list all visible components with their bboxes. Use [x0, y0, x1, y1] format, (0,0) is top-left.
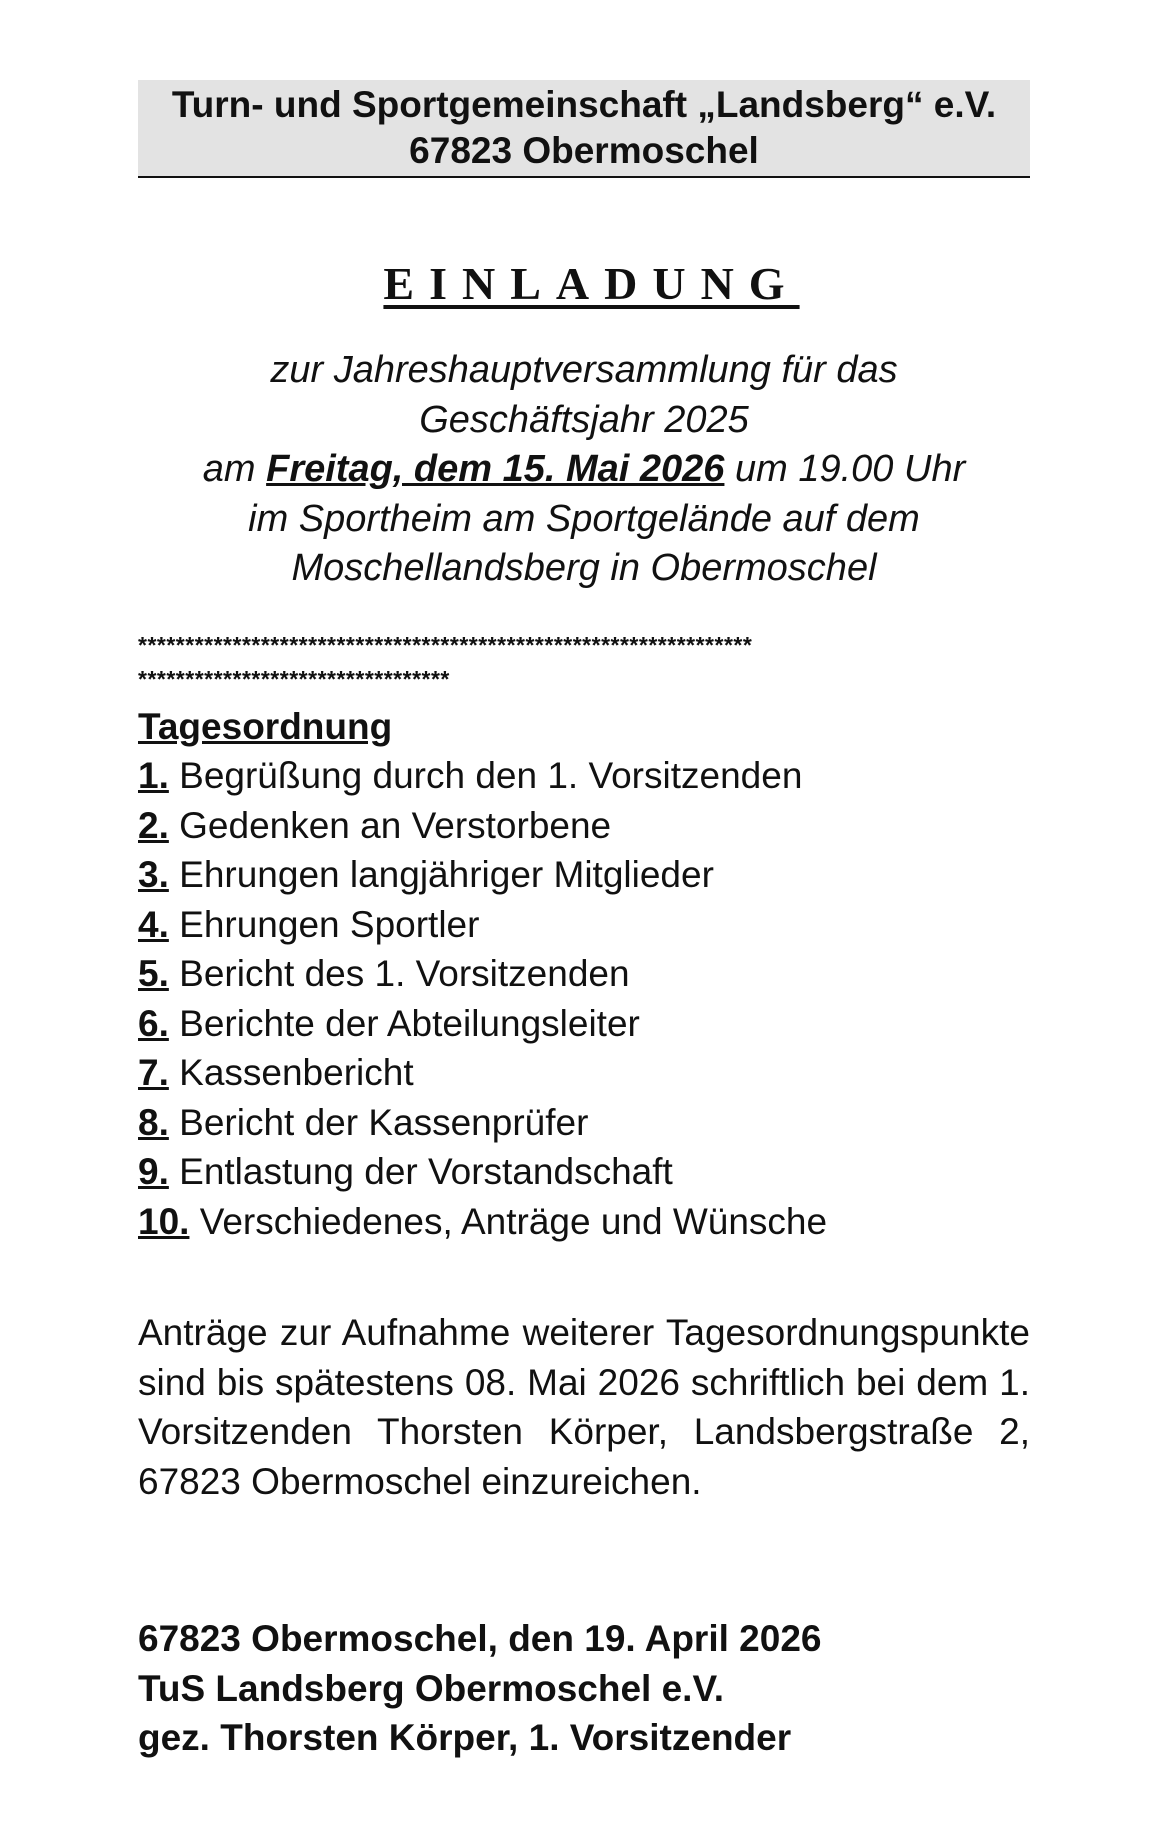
agenda-item: [138, 751, 1030, 801]
agenda-item: [138, 1048, 1030, 1098]
agenda-item: [138, 999, 1030, 1049]
signature-place-date: 67823 Obermoschel, den 19. April 2026: [138, 1618, 822, 1659]
star-divider: [138, 628, 1030, 696]
agenda-item: [138, 850, 1030, 900]
page-title: EINLADUNG: [383, 258, 800, 309]
agenda-item-text: Bericht der Kassenprüfer: [179, 1101, 589, 1143]
intro-line-3: [138, 445, 1030, 495]
agenda-item-number: 8.: [138, 1101, 169, 1143]
club-name: Turn- und Sportgemeinschaft „Landsberg“ e.V.: [171, 84, 997, 125]
club-address: 67823 Obermoschel: [409, 130, 759, 171]
agenda-item-number: 2.: [138, 804, 169, 846]
agenda-item-text: Bericht des 1. Vorsitzenden: [179, 953, 630, 994]
agenda-item-number: 10.: [138, 1200, 190, 1242]
agenda-item-number: 3.: [138, 854, 169, 895]
star-line-2: *********************************: [138, 665, 450, 692]
agenda-item: [138, 801, 1030, 851]
agenda-item-text: Entlastung der Vorstandschaft: [179, 1151, 673, 1192]
agenda-item: [138, 900, 1030, 950]
intro-line-4: im Sportheim am Sportgelände auf dem: [248, 497, 920, 540]
agenda-item-number: 4.: [138, 903, 169, 945]
agenda-heading: Tagesordnung: [138, 705, 393, 747]
agenda-item-text: Gedenken an Verstorbene: [179, 804, 612, 846]
agenda-item-number: 6.: [138, 1002, 169, 1044]
agenda-item-text: Berichte der Abteilungsleiter: [179, 1002, 640, 1044]
intro-line-5: Moschellandsberg in Obermoschel: [291, 547, 877, 589]
agenda-item: [138, 1147, 1030, 1197]
agenda-item-number: 7.: [138, 1052, 169, 1093]
submission-notice: Anträge zur Aufnahme weiterer Tagesordnungspunkte sind bis spätestens 08. Mai 2026 schriftlich bei dem 1. Vorsitzenden Thorsten Körper, Landsbergstraße 2, 67823 Obermoschel einzureichen.: [138, 1312, 1030, 1502]
intro-prefix: am: [202, 448, 256, 490]
agenda-item-number: 1.: [138, 755, 169, 796]
agenda-item-text: Kassenbericht: [179, 1052, 414, 1093]
agenda-item-text: Begrüßung durch den 1. Vorsitzenden: [179, 755, 803, 796]
intro-suffix: um 19.00 Uhr: [735, 448, 966, 490]
agenda-item: [138, 1197, 1030, 1247]
agenda-item-text: Ehrungen Sportler: [179, 903, 480, 945]
signature-club: TuS Landsberg Obermoschel e.V.: [138, 1667, 725, 1709]
intro-line-2: Geschäftsjahr 2025: [419, 398, 749, 441]
signature-signer: gez. Thorsten Körper, 1. Vorsitzender: [138, 1717, 792, 1758]
agenda-item-number: 9.: [138, 1151, 169, 1192]
intro-text: [138, 346, 1030, 594]
signature-block: [138, 1614, 1030, 1763]
meeting-date: Freitag, dem 15. Mai 2026: [266, 448, 725, 490]
agenda-item-text: Ehrungen langjähriger Mitglieder: [179, 854, 714, 895]
invitation-document: [138, 80, 1030, 1763]
agenda-item-number: 5.: [138, 953, 169, 994]
agenda-item-text: Verschiedenes, Anträge und Wünsche: [199, 1200, 828, 1242]
agenda-item: [138, 949, 1030, 999]
intro-line-1: zur Jahreshauptversammlung für das: [270, 349, 898, 391]
star-line-1: *****************************************************************: [138, 631, 753, 658]
club-header: [138, 80, 1030, 178]
agenda-item: [138, 1098, 1030, 1148]
agenda: [138, 702, 1030, 1247]
